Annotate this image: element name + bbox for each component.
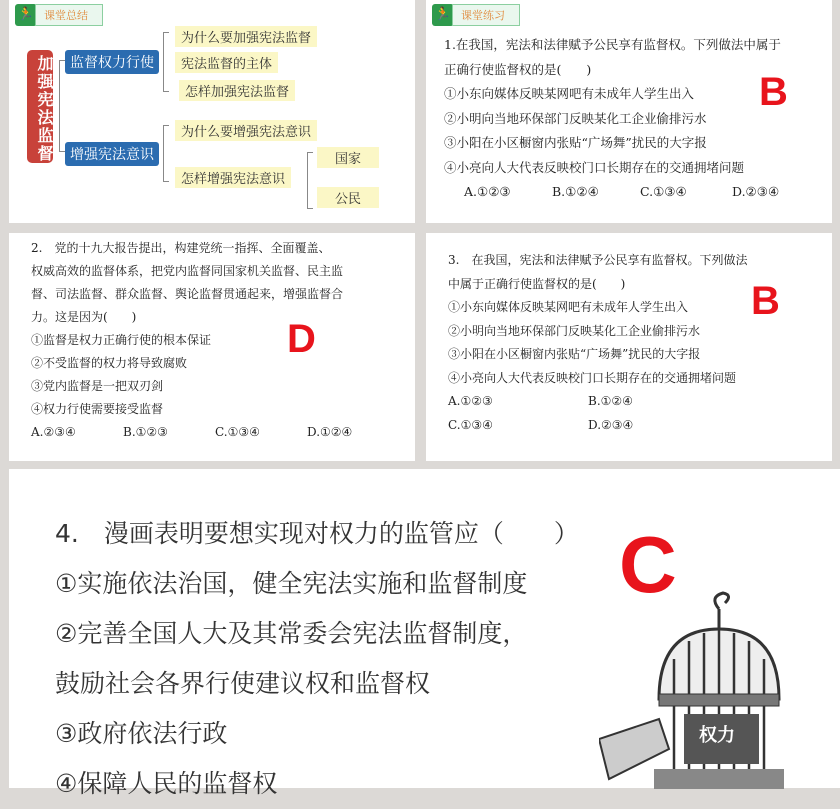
runner-icon: 🏃 xyxy=(15,4,37,26)
option: A.①②③ xyxy=(464,184,511,199)
question-line: 权威高效的监督体系，把党内监督同国家机关监督、民主监 xyxy=(31,264,344,278)
question-text xyxy=(448,249,747,437)
option: D.①②④ xyxy=(307,425,353,439)
question-line: ④小亮向人大代表反映校门口长期存在的交通拥堵问题 xyxy=(444,159,745,175)
option: B.①②③ xyxy=(123,425,168,439)
mindmap-branch-1: 监督权力行使 xyxy=(65,50,159,74)
question-line: ③政府依法行政 xyxy=(55,719,228,748)
question-line: 力。这是因为( ) xyxy=(31,310,137,324)
question-3-panel xyxy=(426,233,832,461)
question-line: ①小东向媒体反映某网吧有未成年人学生出入 xyxy=(448,300,689,314)
options xyxy=(444,180,781,205)
question-line: ②完善全国人大及其常委会宪法监督制度， xyxy=(55,619,528,648)
question-1-panel xyxy=(426,0,832,223)
question-line: 正确行使监督权的是( ) xyxy=(444,61,592,77)
question-line: ②小明向当地环保部门反映某化工企业偷排污水 xyxy=(444,110,707,126)
section-tag: 🏃 课堂总结 xyxy=(15,4,103,26)
options xyxy=(448,390,747,414)
option: C.①③④ xyxy=(640,184,687,199)
mindmap-leaf: 为什么要加强宪法监督 xyxy=(175,26,317,47)
mindmap-leaf: 怎样增强宪法意识 xyxy=(175,167,291,188)
question-line: 1.在我国，宪法和法律赋予公民享有监督权。下列做法中属于 xyxy=(444,37,781,52)
mindmap-leaf: 公民 xyxy=(317,187,379,208)
question-line: ①监督是权力正确行使的根本保证 xyxy=(31,333,212,347)
option: A.②③④ xyxy=(31,425,76,439)
question-line: ③小阳在小区橱窗内张贴“广场舞”扰民的大字报 xyxy=(448,347,701,361)
summary-panel xyxy=(9,0,415,223)
bracket xyxy=(59,60,65,152)
option: B.①②④ xyxy=(552,184,599,199)
question-line: ④权力行使需要接受监督 xyxy=(31,402,164,416)
question-line: 中属于正确行使监督权的是( ) xyxy=(448,276,626,291)
question-line: 督、司法监督、群众监督、舆论监督贯通起来，增强监督合 xyxy=(31,287,344,301)
runner-icon: 🏃 xyxy=(432,4,454,26)
mindmap-leaf: 为什么要增强宪法意识 xyxy=(175,120,317,141)
cage-cartoon xyxy=(599,589,839,789)
mindmap-leaf: 怎样加强宪法监督 xyxy=(179,80,295,101)
question-line: 鼓励社会各界行使建议权和监督权 xyxy=(55,669,431,698)
mindmap-root: 加强宪法监督 xyxy=(27,50,53,163)
question-line: ③小阳在小区橱窗内张贴“广场舞”扰民的大字报 xyxy=(444,135,707,150)
option: D.②③④ xyxy=(732,184,780,199)
question-2-panel xyxy=(9,233,415,461)
option: C.①③④ xyxy=(448,417,493,432)
bracket xyxy=(163,32,169,92)
question-line: ①小东向媒体反映某网吧有未成年人学生出入 xyxy=(444,86,695,101)
question-line: ②不受监督的权力将导致腐败 xyxy=(31,356,188,370)
question-line: ②小明向当地环保部门反映某化工企业偷排污水 xyxy=(448,323,701,338)
options xyxy=(448,414,747,438)
mindmap-branch-2: 增强宪法意识 xyxy=(65,142,159,166)
question-line: ④保障人民的监督权 xyxy=(55,769,278,798)
question-line: ④小亮向人大代表反映校门口长期存在的交通拥堵问题 xyxy=(448,370,737,385)
question-line: ①实施依法治国，健全宪法实施和监督制度 xyxy=(55,569,528,598)
answer-label: C xyxy=(619,520,677,609)
bracket xyxy=(163,125,169,182)
option: C.①③④ xyxy=(215,425,260,439)
bracket xyxy=(307,152,313,209)
option: B.①②④ xyxy=(588,394,633,408)
question-line: 4. 漫画表明要想实现对权力的监管应（ ） xyxy=(55,519,579,548)
cartoon-label: 权力 xyxy=(699,725,735,746)
options xyxy=(31,421,352,444)
mindmap-leaf: 宪法监督的主体 xyxy=(175,52,278,73)
question-line: ③党内监督是一把双刃剑 xyxy=(31,379,164,393)
question-4-panel xyxy=(9,469,840,798)
option: A.①②③ xyxy=(448,394,493,408)
answer-label: B xyxy=(759,70,788,114)
answer-label: D xyxy=(287,317,316,361)
mindmap-leaf: 国家 xyxy=(317,147,379,168)
question-text xyxy=(55,509,579,809)
question-text xyxy=(444,33,781,205)
section-tag: 🏃 课堂练习 xyxy=(432,4,520,26)
question-line: 2. 党的十九大报告提出，构建党统一指挥、全面覆盖、 xyxy=(31,241,331,255)
question-line: 3. 在我国，宪法和法律赋予公民享有监督权。下列做法 xyxy=(448,253,748,267)
option: D.②③④ xyxy=(588,417,634,432)
answer-label: B xyxy=(751,279,780,323)
